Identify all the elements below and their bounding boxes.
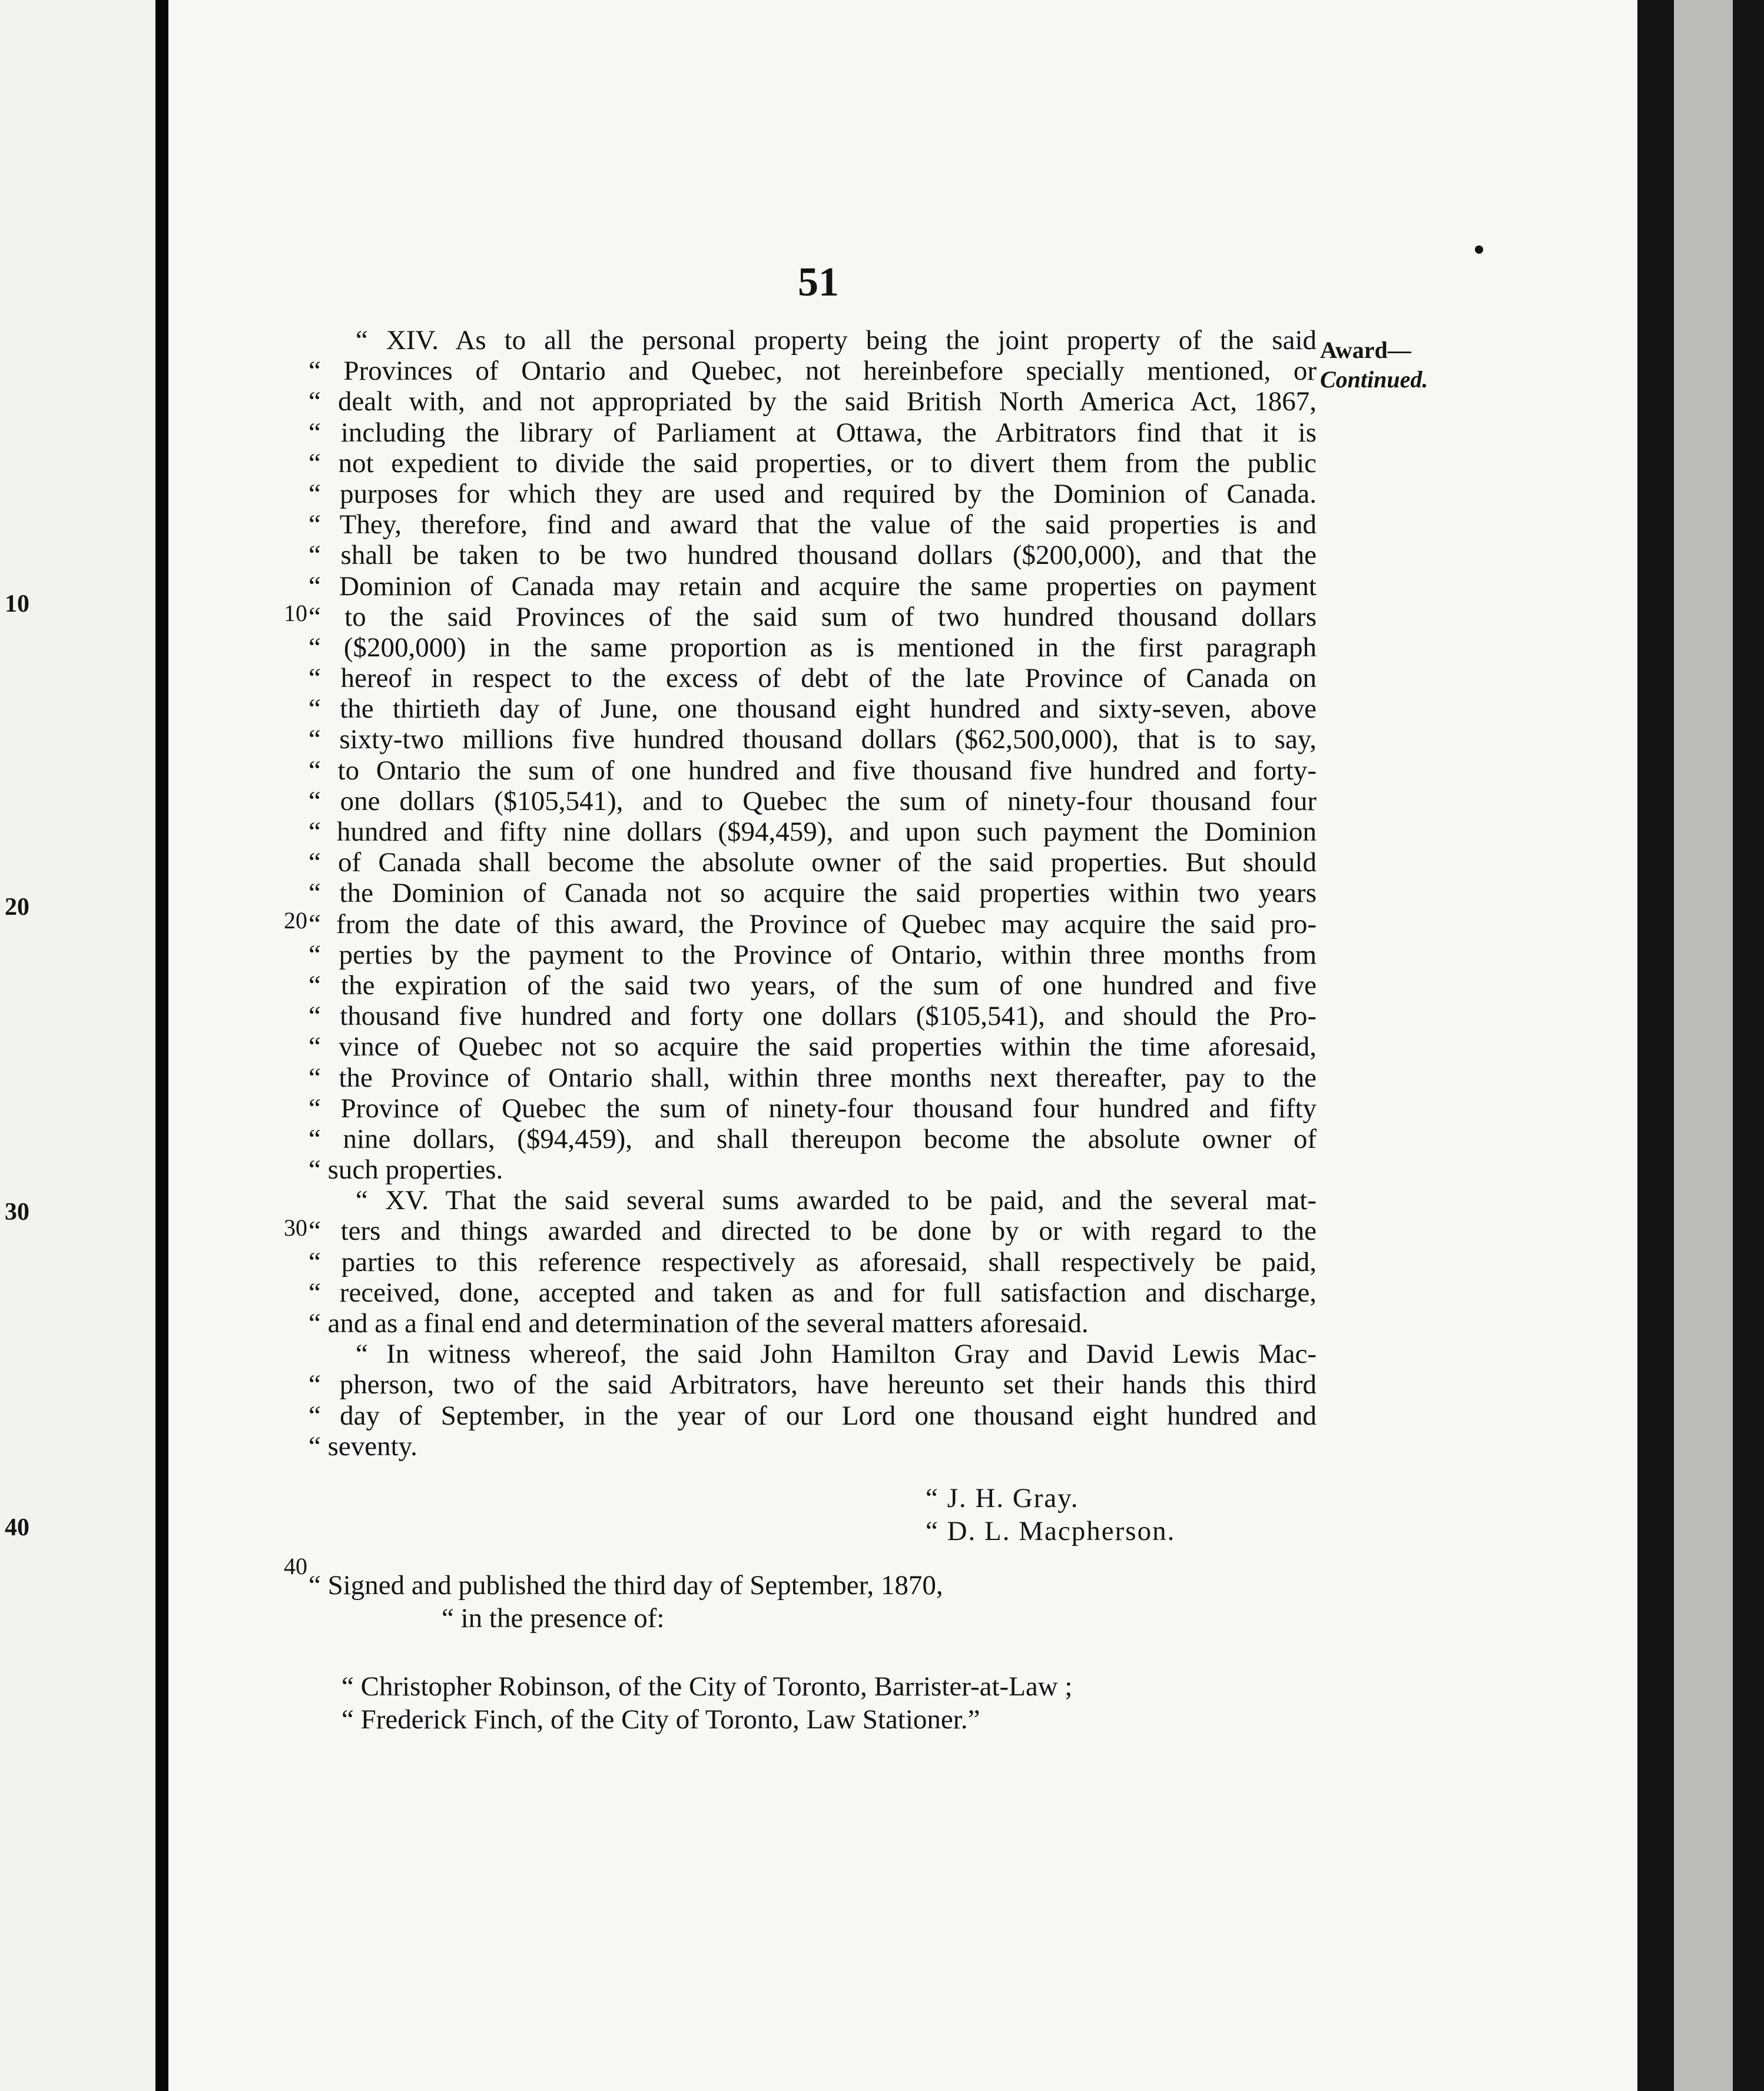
text-line: “ parties to this reference respectively as aforesaid, shall respectively be paid, [309, 1246, 1317, 1277]
facing-page-line-number: 20 [5, 894, 29, 921]
page-edge-sheet [1674, 0, 1733, 2091]
text-line: “ and as a final end and determination of the several matters aforesaid. [309, 1308, 1089, 1339]
margin-note-subtitle: Continued. [1320, 366, 1428, 393]
text-line: “ Dominion of Canada may retain and acquire the same properties on payment [309, 570, 1317, 602]
line-number: 30 [284, 1214, 307, 1241]
text-line: “ seventy. [309, 1430, 417, 1462]
text-line: “ perties by the payment to the Province of Ontario, within three months from [309, 939, 1317, 970]
text-line: “ sixty-two millions five hundred thousand dollars ($62,500,000), that is to say, [309, 724, 1317, 755]
page-edge [1637, 0, 1764, 2091]
facing-page-line-number: 40 [5, 1514, 29, 1541]
margin-note-title: Award— [1320, 337, 1411, 363]
line-number: 10 [284, 600, 307, 626]
text-line: “ dealt with, and not appropriated by the said British North America Act, 1867, [309, 386, 1317, 417]
text-line: “ pherson, two of the said Arbitrators, have hereunto set their hands this third [309, 1369, 1317, 1400]
text-line: “ day of September, in the year of our Lord one thousand eight hundred and [309, 1400, 1317, 1431]
signature-gray: “ J. H. Gray. [926, 1482, 1079, 1514]
text-line: “ the Dominion of Canada not so acquire the said properties within two years [309, 878, 1317, 909]
text-line: “ ($200,000) in the same proportion as is mentioned in the first paragraph [309, 632, 1317, 663]
text-line: “ the Province of Ontario shall, within three months next thereafter, pay to the [309, 1062, 1317, 1093]
facing-page-line-number: 30 [5, 1199, 29, 1226]
signed-block [309, 1570, 1317, 1636]
paragraph-xiv [309, 325, 1317, 1185]
signed-line: “ Signed and published the third day of September, 1870, [309, 1569, 943, 1601]
text-line: “ one dollars ($105,541), and to Quebec the sum of ninety-four thousand four [309, 785, 1317, 817]
text-line: “ purposes for which they are used and required by the Dominion of Canada. [309, 478, 1317, 509]
witness-finch: “ Frederick Finch, of the City of Toronto, Law Stationer.” [341, 1704, 980, 1735]
presence-line: “ in the presence of: [442, 1602, 665, 1634]
text-line: “ of Canada shall become the absolute owner of the said properties. But should [309, 847, 1317, 878]
line-number: 40 [284, 1553, 307, 1579]
facing-page-strip [0, 0, 155, 2091]
text-line: “ XV. That the said several sums awarded to be paid, and the several mat- [356, 1185, 1317, 1216]
text-line: “ vince of Quebec not so acquire the said properties within the time aforesaid, [309, 1031, 1317, 1063]
witness-list [309, 1671, 1317, 1737]
text-line: “ In witness whereof, the said John Hamilton Gray and David Lewis Mac- [356, 1339, 1317, 1370]
line-number: 20 [284, 907, 307, 934]
book-gutter [155, 0, 168, 2091]
text-line: “ received, done, accepted and taken as and for full satisfaction and discharge, [309, 1277, 1317, 1308]
paragraph-witness [309, 1339, 1317, 1462]
text-line: “ hundred and fifty nine dollars ($94,459), and upon such payment the Dominion [309, 817, 1317, 847]
signature-macpherson: “ D. L. Macpherson. [926, 1515, 1176, 1546]
text-line: “ Provinces of Ontario and Quebec, not hereinbefore specially mentioned, or [309, 356, 1317, 387]
page-number: 51 [798, 260, 839, 305]
text-line: “ ters and things awarded and directed to be done by or with regard to the [309, 1216, 1317, 1247]
paragraph-xv [309, 1185, 1317, 1339]
text-line: “ thousand five hundred and forty one dollars ($105,541), and should the Pro- [309, 1001, 1317, 1032]
text-line: “ Province of Quebec the sum of ninety-four thousand four hundred and fifty [309, 1093, 1317, 1124]
text-line: “ including the library of Parliament at Ottawa, the Arbitrators find that it is [309, 417, 1317, 448]
text-line: “ XIV. As to all the personal property being the joint property of the said [356, 325, 1317, 356]
text-line: “ They, therefore, find and award that the value of the said properties is and [309, 509, 1317, 540]
witness-robinson: “ Christopher Robinson, of the City of Toronto, Barrister-at-Law ; [341, 1671, 1073, 1702]
ink-dot [1475, 245, 1483, 254]
signature-block [309, 1483, 1317, 1549]
text-line: “ not expedient to divide the said properties, or to divert them from the public [309, 447, 1317, 479]
text-line: “ to the said Provinces of the said sum of two hundred thousand dollars [309, 601, 1317, 632]
document-body [309, 325, 1317, 1737]
text-line: “ shall be taken to be two hundred thousand dollars ($200,000), and that the [309, 540, 1317, 571]
text-line: “ the thirtieth day of June, one thousand eight hundred and sixty-seven, above [309, 693, 1317, 725]
text-line: “ to Ontario the sum of one hundred and five thousand five hundred and forty- [309, 755, 1317, 786]
text-line: “ hereof in respect to the excess of debt of the late Province of Canada on [309, 663, 1317, 694]
text-line: “ nine dollars, ($94,459), and shall thereupon become the absolute owner of [309, 1123, 1317, 1154]
text-line: “ from the date of this award, the Province of Quebec may acquire the said pro- [309, 908, 1317, 940]
margin-note [1320, 336, 1428, 394]
text-line: “ such properties. [309, 1154, 503, 1186]
facing-page-line-number: 10 [5, 590, 29, 618]
text-line: “ the expiration of the said two years, of the sum of one hundred and five [309, 970, 1317, 1001]
